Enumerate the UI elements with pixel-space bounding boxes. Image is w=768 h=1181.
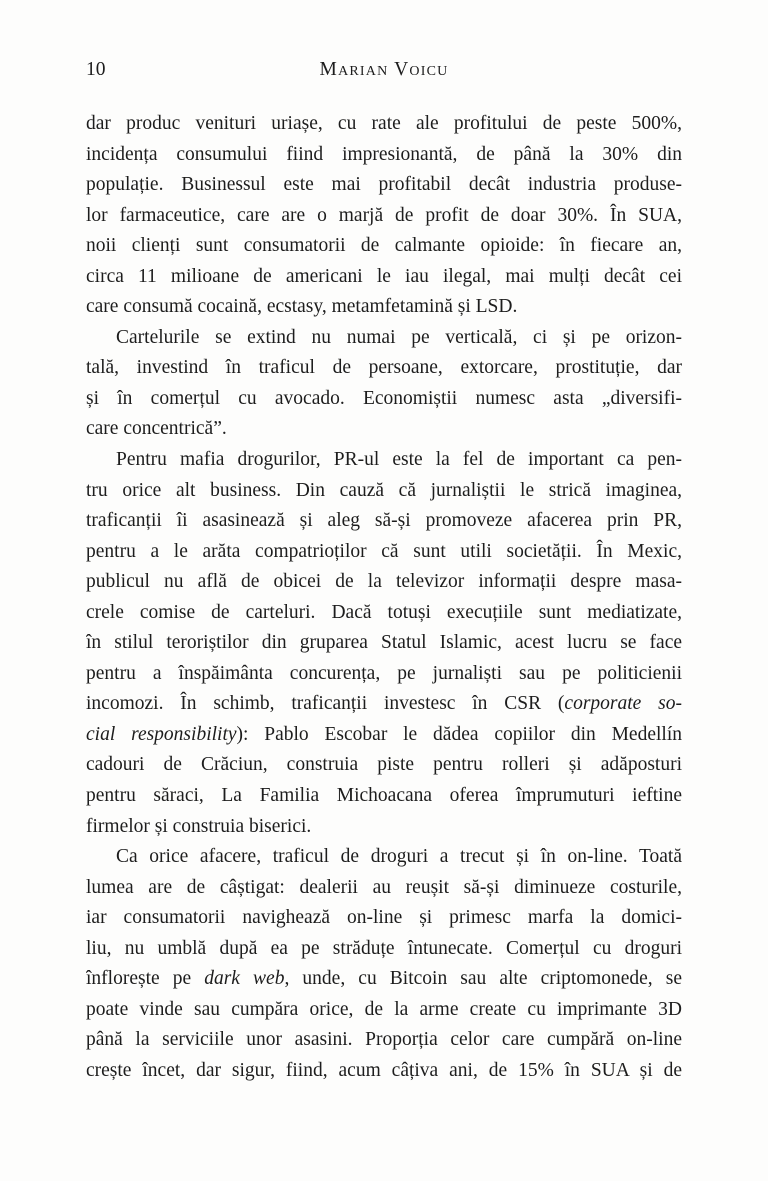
text-line (86, 262, 682, 293)
text-line (86, 781, 682, 812)
text-line (86, 750, 682, 781)
text-line (86, 109, 682, 140)
text-line (86, 903, 682, 934)
text-segment: lumea are de câștigat: dealerii au reușit să-și diminueze costurile, (86, 876, 682, 898)
text-segment: și în comerțul cu avocado. Economiștii numesc asta „diversifi- (86, 387, 682, 409)
text-segment: firmelor și construia biserici. (86, 815, 312, 837)
text-segment: până la serviciile unor asasini. Proporția celor care cumpără on-line (86, 1029, 682, 1051)
text-segment: populație. Businessul este mai profitabil decât industria produse- (86, 174, 682, 196)
text-line (86, 720, 682, 751)
text-segment: incomozi. În schimb, traficanții investesc în CSR ( (86, 693, 565, 715)
text-line (86, 689, 682, 720)
text-segment: noii clienți sunt consumatorii de calmante opioide: în fiecare an, (86, 235, 682, 257)
text-line (86, 414, 682, 445)
running-header-author: Marian Voicu (319, 59, 449, 80)
text-line (86, 537, 682, 568)
text-segment: , unde, cu Bitcoin sau alte criptomonede, se (284, 968, 682, 990)
text-segment: dar produc venituri uriașe, cu rate ale profitului de peste 500%, (86, 113, 682, 134)
text-segment: pentru săraci, La Familia Michoacana oferea împrumuturi ieftine (86, 785, 682, 807)
paragraph (86, 109, 682, 323)
text-segment: circa 11 milioane de americani le iau ilegal, mai mulți decât cei (86, 265, 682, 287)
paragraph (86, 323, 682, 445)
text-segment: cadouri de Crăciun, construia piste pentru rolleri și adăposturi (86, 754, 682, 776)
text-line (86, 231, 682, 262)
italic-text: cial responsibility (86, 723, 237, 745)
text-segment: Ca orice afacere, traficul de droguri a trecut și în on-line. Toată (116, 846, 682, 868)
text-segment: pentru a le arăta compatrioților că sunt utili societății. În Mexic, (86, 540, 682, 562)
text-segment: liu, nu umblă după ea pe străduțe întunecate. Comerțul cu droguri (86, 937, 682, 959)
text-line (86, 873, 682, 904)
text-segment: crele comise de carteluri. Dacă totuși execuțiile sunt mediatizate, (86, 601, 682, 623)
text-line (86, 170, 682, 201)
text-segment: ): Pablo Escobar le dădea copiilor din Medellín (236, 723, 682, 745)
page-number: 10 (86, 59, 106, 80)
text-line (86, 964, 682, 995)
text-line (86, 384, 682, 415)
text-line (86, 292, 682, 323)
text-line (86, 353, 682, 384)
text-line (86, 812, 682, 843)
text-line (86, 567, 682, 598)
text-segment: în stilul teroriștilor din gruparea Statul Islamic, acest lucru se face (86, 632, 682, 654)
text-line (86, 476, 682, 507)
text-line (86, 598, 682, 629)
text-segment: Cartelurile se extind nu numai pe verticală, ci și pe orizon- (116, 326, 682, 348)
text-segment: care consumă cocaină, ecstasy, metamfetamină și LSD. (86, 296, 518, 318)
page-body (86, 109, 682, 1087)
text-segment: care concentrică”. (86, 418, 227, 440)
paragraph (86, 842, 682, 1086)
text-segment: Pentru mafia drogurilor, PR-ul este la fel de important ca pen- (116, 449, 682, 471)
text-segment: traficanții îi asasinează și aleg să-și promoveze afacerea prin PR, (86, 510, 682, 532)
text-line (86, 1025, 682, 1056)
text-line (86, 995, 682, 1026)
text-segment: tru orice alt business. Din cauză că jurnaliștii le strică imaginea, (86, 479, 682, 501)
text-line (86, 628, 682, 659)
text-segment: incidența consumului fiind impresionantă, de până la 30% din (86, 143, 682, 165)
running-header (86, 59, 682, 87)
text-segment: publicul nu află de obicei de la televizor informații despre masa- (86, 571, 682, 593)
text-line (86, 506, 682, 537)
paragraph (86, 445, 682, 842)
text-line (86, 445, 682, 476)
text-line (86, 323, 682, 354)
text-segment: iar consumatorii navighează on-line și primesc marfa la domici- (86, 907, 682, 929)
text-segment: lor farmaceutice, care are o marjă de profit de doar 30%. În SUA, (86, 204, 682, 226)
text-segment: pentru a înspăimânta concurența, pe jurnaliști sau pe politicienii (86, 662, 682, 684)
text-segment: tală, investind în traficul de persoane, extorcare, prostituție, dar (86, 357, 682, 379)
italic-text: dark web (204, 968, 285, 990)
italic-text: corporate so- (564, 693, 682, 715)
text-line (86, 140, 682, 171)
text-segment: poate vinde sau cumpăra orice, de la arme create cu imprimante 3D (86, 998, 682, 1020)
text-line (86, 659, 682, 690)
text-line (86, 934, 682, 965)
text-line (86, 201, 682, 232)
text-line (86, 842, 682, 873)
text-segment: crește încet, dar sigur, fiind, acum câțiva ani, de 15% în SUA și de (86, 1059, 682, 1081)
text-line (86, 1056, 682, 1087)
text-segment: înflorește pe (86, 968, 205, 990)
